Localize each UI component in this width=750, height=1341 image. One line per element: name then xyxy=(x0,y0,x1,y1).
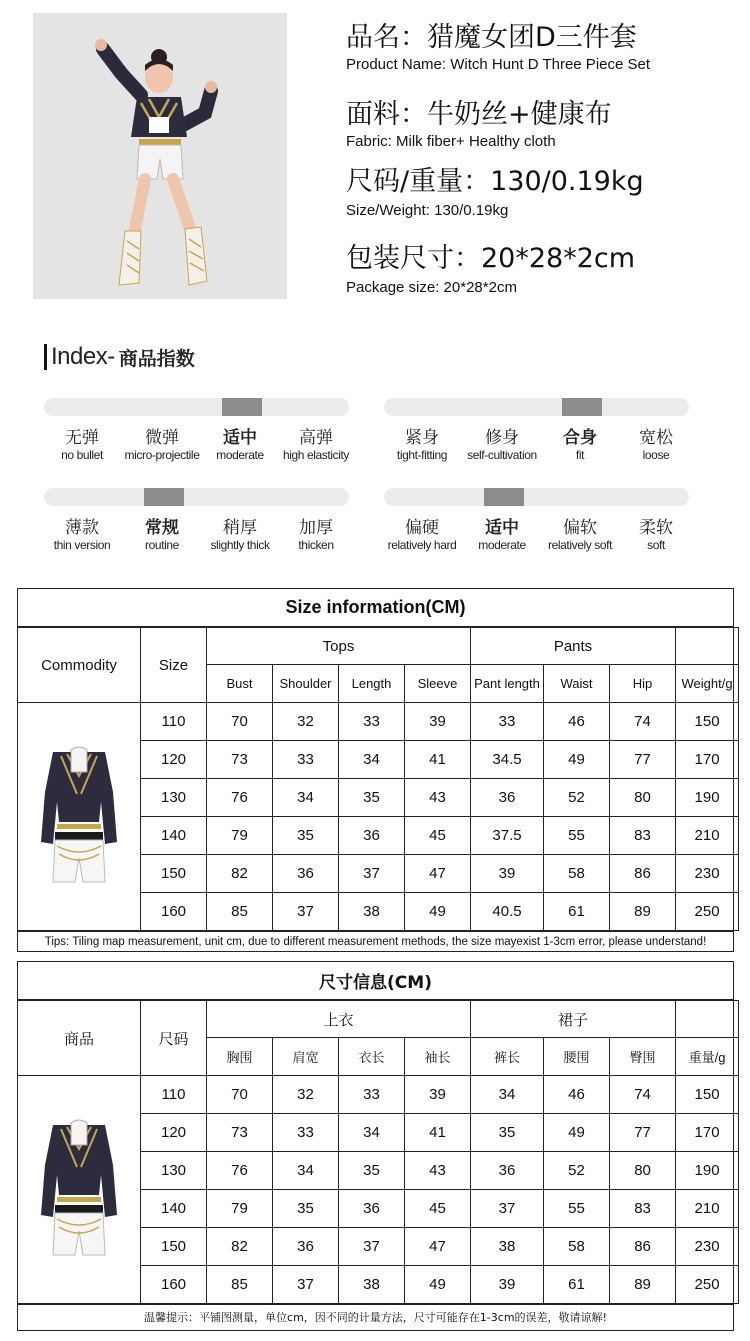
measurement-cell: 36 xyxy=(273,1228,339,1266)
scale-option-en: moderate xyxy=(478,538,526,552)
measurement-cell: 36 xyxy=(339,817,405,855)
scale-option-zh: 合身 xyxy=(563,428,597,448)
tops-header: 上衣 xyxy=(207,1001,471,1038)
scale-indicator xyxy=(562,398,602,416)
measurement-cell: 32 xyxy=(273,1076,339,1114)
scale-option xyxy=(606,428,706,463)
measurement-cell: 190 xyxy=(676,1152,739,1190)
fabric-en: Fabric: Milk fiber+ Healthy cloth xyxy=(346,133,556,150)
scale-option-en: loose xyxy=(642,448,670,462)
measurement-cell: 41 xyxy=(405,1114,471,1152)
measurement-cell: 89 xyxy=(610,1266,676,1304)
measurement-cell: 34 xyxy=(339,741,405,779)
measurement-cell: 89 xyxy=(610,893,676,931)
measurement-cell: 35 xyxy=(273,817,339,855)
measurement-cell: 39 xyxy=(471,855,544,893)
measurement-cell: 55 xyxy=(544,1190,610,1228)
blank-cell xyxy=(676,1001,739,1038)
measurement-cell: 43 xyxy=(405,779,471,817)
product-image-cell xyxy=(18,1076,141,1304)
scale-option-zh: 薄款 xyxy=(65,518,99,538)
measurement-cell: 83 xyxy=(610,817,676,855)
column-header: Hip xyxy=(610,665,676,703)
softness-scale xyxy=(384,488,689,558)
measurement-cell: 37 xyxy=(339,1228,405,1266)
size-cell: 120 xyxy=(141,1114,207,1152)
thickness-scale xyxy=(44,488,349,558)
measurement-cell: 36 xyxy=(471,779,544,817)
scale-labels xyxy=(384,518,689,558)
measurement-cell: 46 xyxy=(544,703,610,741)
scale-labels xyxy=(44,518,349,558)
measurement-cell: 79 xyxy=(207,1190,273,1228)
measurement-cell: 37 xyxy=(273,1266,339,1304)
scale-indicator xyxy=(144,488,184,506)
scale-option-zh: 偏硬 xyxy=(405,518,439,538)
measurement-cell: 45 xyxy=(405,1190,471,1228)
scale-indicator xyxy=(222,398,262,416)
size-cell: 120 xyxy=(141,741,207,779)
measurement-tips: Tips: Tiling map measurement, unit cm, due to different measurement methods, the size mayexist 1-3cm error, please understand! xyxy=(18,931,733,951)
measurement-cell: 150 xyxy=(676,1076,739,1114)
scale-track xyxy=(44,488,349,506)
measurement-cell: 45 xyxy=(405,817,471,855)
measurement-cell: 39 xyxy=(405,703,471,741)
size-cell: 150 xyxy=(141,1228,207,1266)
measurement-cell: 150 xyxy=(676,703,739,741)
scale-option-en: thicken xyxy=(298,538,334,552)
measurement-cell: 49 xyxy=(405,893,471,931)
tops-header: Tops xyxy=(207,628,471,665)
scale-option-zh: 紧身 xyxy=(405,428,439,448)
column-header: 衣长 xyxy=(339,1038,405,1076)
measurement-cell: 80 xyxy=(610,779,676,817)
fabric-zh: 面料：牛奶丝+健康布 xyxy=(346,99,612,130)
table-row xyxy=(18,703,739,741)
scale-option-en: soft xyxy=(647,538,665,552)
size-cell: 140 xyxy=(141,817,207,855)
measurement-cell: 36 xyxy=(273,855,339,893)
measurement-cell: 47 xyxy=(405,1228,471,1266)
measurement-cell: 250 xyxy=(676,1266,739,1304)
measurement-cell: 58 xyxy=(544,1228,610,1266)
scale-option-en: relatively hard xyxy=(387,538,457,552)
measurement-cell: 38 xyxy=(471,1228,544,1266)
measurement-cell: 34.5 xyxy=(471,741,544,779)
product-name-zh: 品名：猎魔女团D三件套 xyxy=(346,22,637,53)
measurement-cell: 47 xyxy=(405,855,471,893)
scale-option-en: no bullet xyxy=(61,448,103,462)
column-header: Waist xyxy=(544,665,610,703)
model-illustration xyxy=(33,13,287,299)
measurement-cell: 37 xyxy=(273,893,339,931)
scale-option-zh: 稍厚 xyxy=(223,518,257,538)
size-grid xyxy=(17,1000,739,1304)
scale-option-zh: 无弹 xyxy=(65,428,99,448)
column-header: Pant length xyxy=(471,665,544,703)
measurement-cell: 79 xyxy=(207,817,273,855)
outfit-thumbnail xyxy=(33,742,125,892)
measurement-cell: 85 xyxy=(207,1266,273,1304)
size-table-title: 尺寸信息(CM) xyxy=(18,962,733,1000)
size-header: Size xyxy=(141,628,207,703)
measurement-cell: 38 xyxy=(339,1266,405,1304)
measurement-cell: 35 xyxy=(273,1190,339,1228)
measurement-cell: 34 xyxy=(273,1152,339,1190)
scale-track xyxy=(44,398,349,416)
measurement-cell: 61 xyxy=(544,893,610,931)
size-cell: 160 xyxy=(141,1266,207,1304)
measurement-cell: 77 xyxy=(610,1114,676,1152)
measurement-cell: 61 xyxy=(544,1266,610,1304)
outfit-thumbnail xyxy=(33,1115,125,1265)
scale-labels xyxy=(384,428,689,468)
scale-option-zh: 修身 xyxy=(485,428,519,448)
size-header: 尺码 xyxy=(141,1001,207,1076)
scale-option-en: self-cultivation xyxy=(467,448,537,462)
size-cell: 150 xyxy=(141,855,207,893)
measurement-cell: 46 xyxy=(544,1076,610,1114)
column-header: Bust xyxy=(207,665,273,703)
scale-track xyxy=(384,488,689,506)
elasticity-scale xyxy=(44,398,349,468)
scale-option-en: tight-fitting xyxy=(396,448,448,462)
measurement-cell: 170 xyxy=(676,741,739,779)
size-weight-block xyxy=(346,166,746,220)
scale-option-zh: 适中 xyxy=(223,428,257,448)
measurement-cell: 33 xyxy=(339,703,405,741)
column-header: 臀围 xyxy=(610,1038,676,1076)
size-table-title: Size information(CM) xyxy=(18,589,733,627)
measurement-cell: 38 xyxy=(339,893,405,931)
column-header: 裤长 xyxy=(471,1038,544,1076)
column-header: 胸围 xyxy=(207,1038,273,1076)
size-cell: 130 xyxy=(141,779,207,817)
scale-option xyxy=(266,518,366,553)
scale-option-en: slightly thick xyxy=(210,538,270,552)
measurement-cell: 34 xyxy=(471,1076,544,1114)
index-heading xyxy=(44,343,195,371)
size-weight-en: Size/Weight: 130/0.19kg xyxy=(346,202,509,219)
measurement-cell: 80 xyxy=(610,1152,676,1190)
scale-option xyxy=(606,518,706,553)
index-heading-en: Index- xyxy=(51,343,115,370)
column-header: Weight/g xyxy=(676,665,739,703)
measurement-cell: 33 xyxy=(273,741,339,779)
measurement-cell: 33 xyxy=(273,1114,339,1152)
measurement-cell: 82 xyxy=(207,1228,273,1266)
column-header: 袖长 xyxy=(405,1038,471,1076)
measurement-cell: 77 xyxy=(610,741,676,779)
measurement-cell: 70 xyxy=(207,1076,273,1114)
fit-scale xyxy=(384,398,689,468)
scale-option-zh: 偏软 xyxy=(563,518,597,538)
product-photo xyxy=(33,13,287,299)
measurement-cell: 58 xyxy=(544,855,610,893)
measurement-cell: 73 xyxy=(207,741,273,779)
measurement-cell: 39 xyxy=(471,1266,544,1304)
package-block xyxy=(346,243,746,297)
measurement-cell: 86 xyxy=(610,1228,676,1266)
scale-indicator xyxy=(484,488,524,506)
measurement-cell: 210 xyxy=(676,817,739,855)
heading-bar xyxy=(44,344,47,370)
scale-option-zh: 微弹 xyxy=(145,428,179,448)
column-header: Length xyxy=(339,665,405,703)
scale-option-zh: 适中 xyxy=(485,518,519,538)
measurement-cell: 49 xyxy=(544,1114,610,1152)
measurement-cell: 49 xyxy=(405,1266,471,1304)
measurement-cell: 34 xyxy=(339,1114,405,1152)
package-zh: 包装尺寸：20*28*2cm xyxy=(346,243,636,274)
measurement-cell: 76 xyxy=(207,1152,273,1190)
scale-option-zh: 柔软 xyxy=(639,518,673,538)
package-en: Package size: 20*28*2cm xyxy=(346,279,517,296)
measurement-cell: 55 xyxy=(544,817,610,855)
measurement-cell: 35 xyxy=(471,1114,544,1152)
measurement-cell: 230 xyxy=(676,1228,739,1266)
product-name-en: Product Name: Witch Hunt D Three Piece Set xyxy=(346,56,651,73)
commodity-header: 商品 xyxy=(18,1001,141,1076)
measurement-cell: 35 xyxy=(339,1152,405,1190)
measurement-cell: 34 xyxy=(273,779,339,817)
column-header: Shoulder xyxy=(273,665,339,703)
scale-option-zh: 高弹 xyxy=(299,428,333,448)
scale-labels xyxy=(44,428,349,468)
measurement-cell: 170 xyxy=(676,1114,739,1152)
scale-track xyxy=(384,398,689,416)
column-header: 重量/g xyxy=(676,1038,739,1076)
fabric-block xyxy=(346,99,746,151)
measurement-cell: 190 xyxy=(676,779,739,817)
measurement-cell: 250 xyxy=(676,893,739,931)
scale-option-en: high elasticity xyxy=(282,448,350,462)
index-heading-zh: 商品指数 xyxy=(118,347,195,370)
measurement-cell: 73 xyxy=(207,1114,273,1152)
product-image-cell xyxy=(18,703,141,931)
size-cell: 140 xyxy=(141,1190,207,1228)
measurement-cell: 85 xyxy=(207,893,273,931)
size-grid xyxy=(17,627,739,931)
scale-option-en: relatively soft xyxy=(547,538,613,552)
measurement-cell: 39 xyxy=(405,1076,471,1114)
size-cell: 130 xyxy=(141,1152,207,1190)
scale-option-en: thin version xyxy=(53,538,111,552)
measurement-cell: 74 xyxy=(610,1076,676,1114)
measurement-cell: 41 xyxy=(405,741,471,779)
measurement-cell: 35 xyxy=(339,779,405,817)
size-cell: 160 xyxy=(141,893,207,931)
scale-option-zh: 加厚 xyxy=(299,518,333,538)
scale-option-zh: 宽松 xyxy=(639,428,673,448)
measurement-cell: 52 xyxy=(544,779,610,817)
pants-header: Pants xyxy=(471,628,676,665)
scale-option-en: routine xyxy=(145,538,179,552)
measurement-cell: 86 xyxy=(610,855,676,893)
product-name-block xyxy=(346,22,746,74)
measurement-cell: 70 xyxy=(207,703,273,741)
measurement-cell: 230 xyxy=(676,855,739,893)
measurement-cell: 49 xyxy=(544,741,610,779)
measurement-cell: 43 xyxy=(405,1152,471,1190)
measurement-cell: 82 xyxy=(207,855,273,893)
size-table-zh xyxy=(17,961,734,1331)
measurement-cell: 36 xyxy=(339,1190,405,1228)
measurement-cell: 37 xyxy=(471,1190,544,1228)
size-table-en xyxy=(17,588,734,952)
measurement-cell: 37.5 xyxy=(471,817,544,855)
measurement-tips: 温馨提示：平铺图测量，单位cm，因不同的计量方法，尺寸可能存在1-3cm的误差，敬请谅解! xyxy=(18,1304,733,1330)
column-header: 腰围 xyxy=(544,1038,610,1076)
measurement-cell: 33 xyxy=(339,1076,405,1114)
measurement-cell: 40.5 xyxy=(471,893,544,931)
size-cell: 110 xyxy=(141,1076,207,1114)
scale-option-zh: 常规 xyxy=(145,518,179,538)
scale-option xyxy=(266,428,366,463)
measurement-cell: 33 xyxy=(471,703,544,741)
commodity-header: Commodity xyxy=(18,628,141,703)
measurement-cell: 74 xyxy=(610,703,676,741)
measurement-cell: 210 xyxy=(676,1190,739,1228)
measurement-cell: 37 xyxy=(339,855,405,893)
measurement-cell: 52 xyxy=(544,1152,610,1190)
blank-cell xyxy=(676,628,739,665)
scale-option-en: moderate xyxy=(216,448,264,462)
pants-header: 裙子 xyxy=(471,1001,676,1038)
scale-option-en: micro-projectile xyxy=(124,448,200,462)
measurement-cell: 76 xyxy=(207,779,273,817)
measurement-cell: 32 xyxy=(273,703,339,741)
table-row xyxy=(18,1076,739,1114)
column-header: 肩宽 xyxy=(273,1038,339,1076)
measurement-cell: 36 xyxy=(471,1152,544,1190)
column-header: Sleeve xyxy=(405,665,471,703)
size-cell: 110 xyxy=(141,703,207,741)
measurement-cell: 83 xyxy=(610,1190,676,1228)
scale-option-en: fit xyxy=(575,448,585,462)
size-weight-zh: 尺码/重量：130/0.19kg xyxy=(346,166,644,197)
